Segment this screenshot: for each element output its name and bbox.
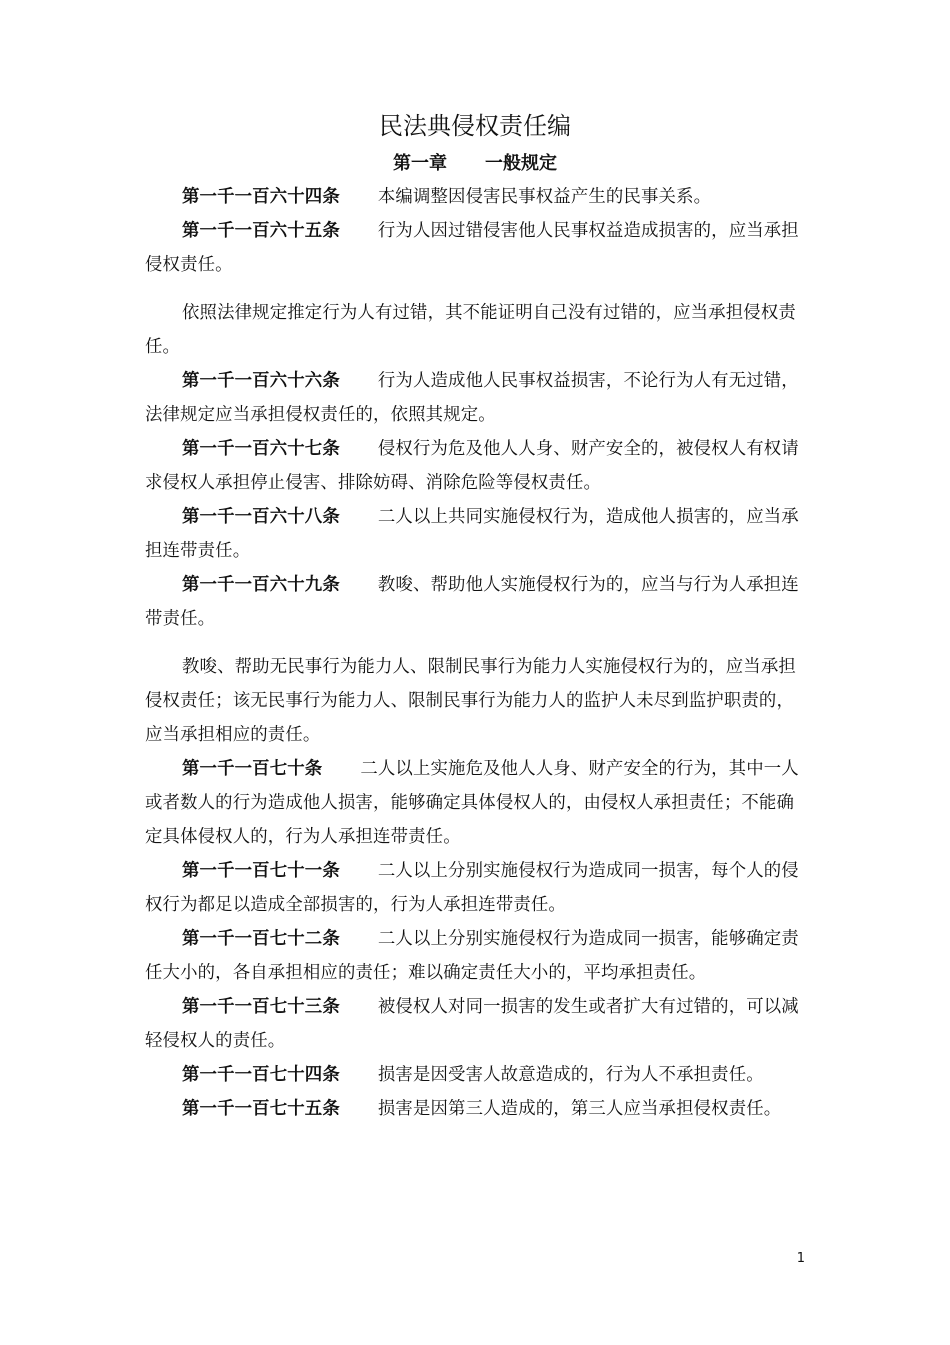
article-number: 第一千一百六十四条 (182, 187, 340, 207)
article-text: 损害是因第三人造成的，第三人应当承担侵权责任。 (377, 1099, 782, 1119)
paragraph-1166 (145, 364, 800, 432)
paragraph-1173 (145, 990, 800, 1058)
article-text: 二人以上实施危及他人人身、财产安全的行为，其中一人或者数人的行为造成他人损害，能够确定具体侵权人的，由侵权人承担责任；不能确定具体侵权人的，行为人承担连带责任。 (145, 759, 799, 847)
article-text: 二人以上共同实施侵权行为，造成他人损害的，应当承担连带责任。 (145, 507, 799, 561)
article-text: 教唆、帮助他人实施侵权行为的，应当与行为人承担连带责任。 (145, 575, 799, 629)
paragraph-1167 (145, 432, 800, 500)
article-number: 第一千一百七十三条 (182, 997, 340, 1017)
paragraph-1169 (145, 568, 800, 636)
article-text: 二人以上分别实施侵权行为造成同一损害，能够确定责任大小的，各自承担相应的责任；难以确定责任大小的，平均承担责任。 (145, 929, 799, 983)
article-text: 二人以上分别实施侵权行为造成同一损害，每个人的侵权行为都足以造成全部损害的，行为人承担连带责任。 (145, 861, 799, 915)
article-number: 第一千一百七十条 (182, 759, 323, 779)
paragraph-1164 (145, 180, 800, 214)
article-number: 第一千一百六十五条 (182, 221, 340, 241)
paragraph-1169-clause-2 (145, 650, 800, 752)
paragraph-1170 (145, 752, 800, 854)
article-text: 本编调整因侵害民事权益产生的民事关系。 (377, 187, 712, 207)
article-number: 第一千一百六十六条 (182, 371, 340, 391)
document-title: 民法典侵权责任编 (379, 112, 571, 140)
article-number: 第一千一百六十八条 (182, 507, 340, 527)
article-number: 第一千一百七十二条 (182, 929, 340, 949)
article-text: 依照法律规定推定行为人有过错，其不能证明自己没有过错的，应当承担侵权责任。 (145, 303, 796, 357)
article-number: 第一千一百六十七条 (182, 439, 340, 459)
paragraph-1175 (145, 1092, 800, 1126)
article-text: 行为人因过错侵害他人民事权益造成损害的，应当承担侵权责任。 (145, 221, 799, 275)
page-number: 1 (796, 1251, 805, 1266)
paragraph-1172 (145, 922, 800, 990)
paragraph-1171 (145, 854, 800, 922)
article-number: 第一千一百七十四条 (182, 1065, 340, 1085)
article-number: 第一千一百六十九条 (182, 575, 340, 595)
article-text: 损害是因受害人故意造成的，行为人不承担责任。 (377, 1065, 764, 1085)
paragraph-1168 (145, 500, 800, 568)
document-body (145, 180, 800, 1126)
article-text: 教唆、帮助无民事行为能力人、限制民事行为能力人实施侵权行为的，应当承担侵权责任；该无民事行为能力人、限制民事行为能力人的监护人未尽到监护职责的，应当承担相应的责任。 (145, 657, 796, 745)
paragraph-1174 (145, 1058, 800, 1092)
chapter-name: 一般规定 (485, 153, 557, 174)
article-text: 行为人造成他人民事权益损害，不论行为人有无过错，法律规定应当承担侵权责任的，依照其规定。 (145, 371, 799, 425)
article-text: 侵权行为危及他人人身、财产安全的，被侵权人有权请求侵权人承担停止侵害、排除妨碍、消除危险等侵权责任。 (145, 439, 799, 493)
paragraph-1165-clause-2 (145, 296, 800, 364)
chapter-heading (0, 148, 950, 180)
paragraph-1165 (145, 214, 800, 282)
article-text: 被侵权人对同一损害的发生或者扩大有过错的，可以减轻侵权人的责任。 (145, 997, 799, 1051)
article-number: 第一千一百七十五条 (182, 1099, 340, 1119)
article-number: 第一千一百七十一条 (182, 861, 340, 881)
chapter-number: 第一章 (393, 153, 447, 174)
